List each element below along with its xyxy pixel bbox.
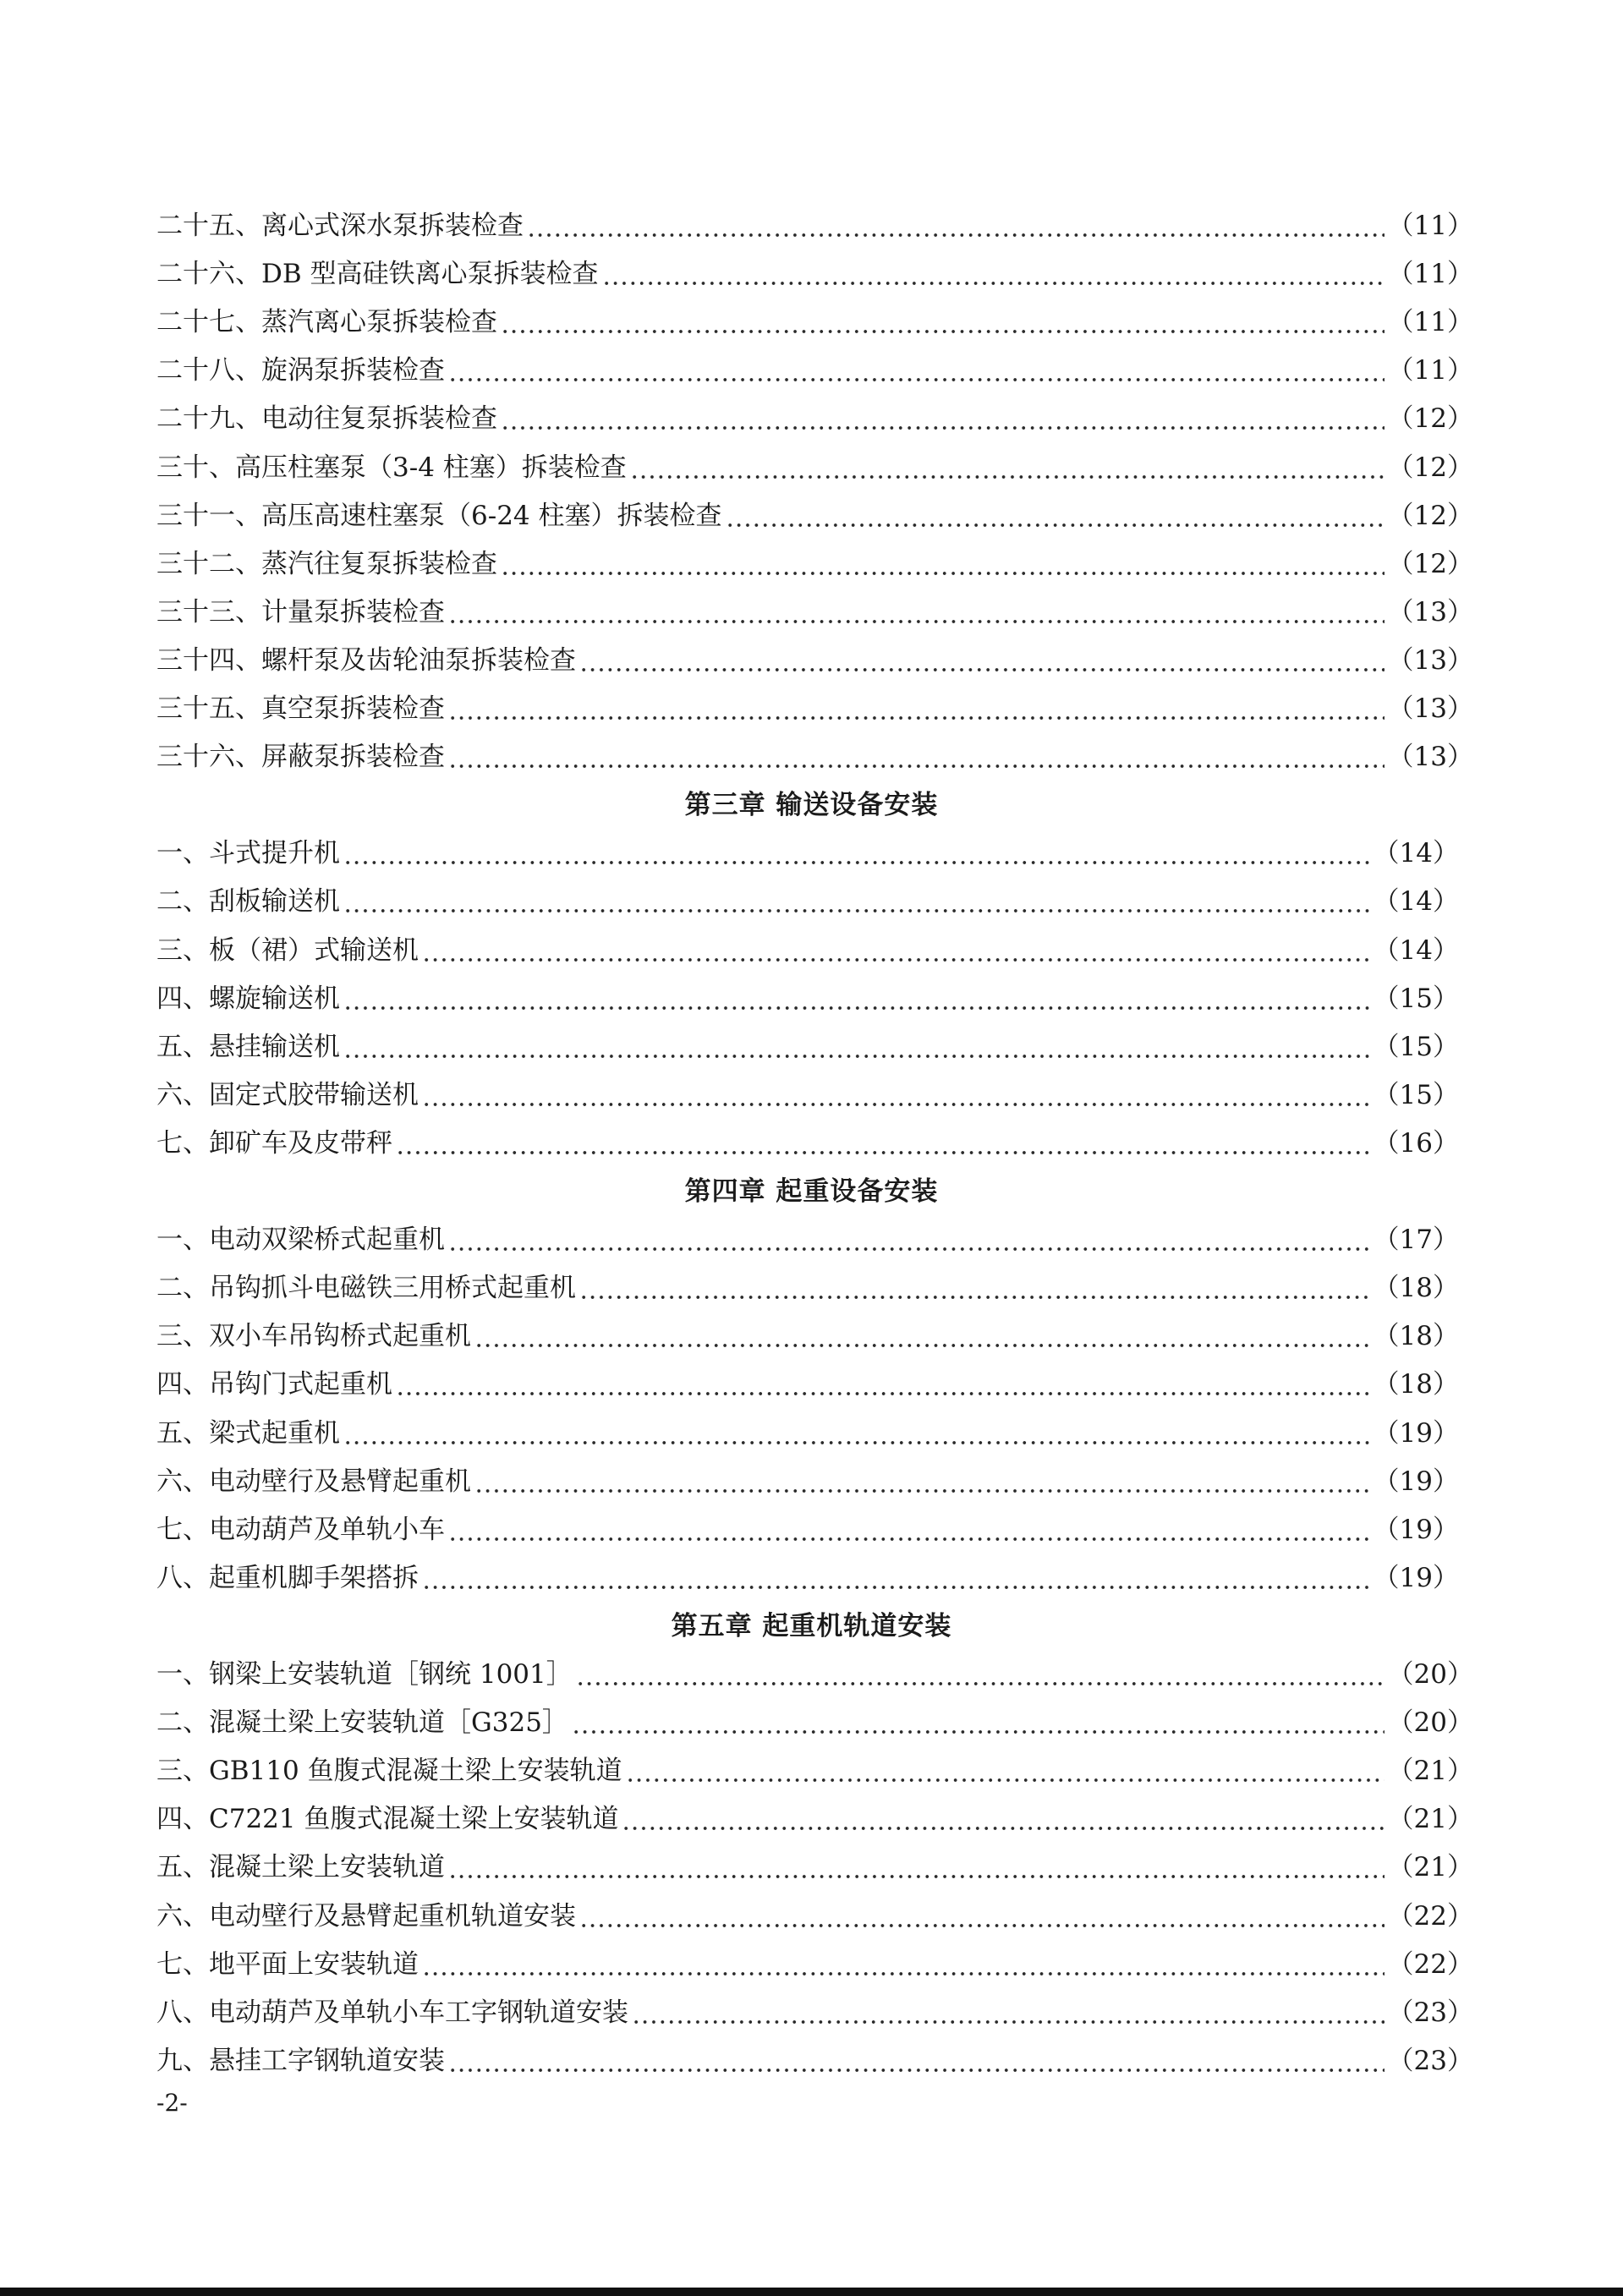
- toc-entry-page: （23）: [1387, 1997, 1473, 2028]
- toc-entry[interactable]: [156, 1559, 1459, 1597]
- toc-entry[interactable]: [156, 835, 1459, 872]
- dot-leader: [422, 1946, 1384, 1983]
- toc-entry[interactable]: [156, 1125, 1459, 1162]
- toc-entry[interactable]: [156, 2042, 1473, 2080]
- toc-entry-title: 二十七、蒸汽离心泵拆装检查: [156, 307, 497, 337]
- dot-leader: [632, 1994, 1384, 2031]
- toc-entry[interactable]: [156, 1656, 1473, 1693]
- toc-entry-page: （14）: [1373, 886, 1459, 917]
- toc-entry-page: （13）: [1387, 693, 1473, 724]
- toc-entry-title: 六、电动壁行及悬臂起重机轨道安装: [156, 1901, 576, 1932]
- toc-entry-page: （19）: [1373, 1563, 1459, 1593]
- toc-entry-title: 九、悬挂工字钢轨道安装: [156, 2046, 445, 2076]
- page-number: -2-: [156, 2089, 188, 2117]
- dot-leader: [343, 883, 1370, 920]
- toc-entry-page: （15）: [1373, 1032, 1459, 1062]
- toc-entry-page: （19）: [1373, 1466, 1459, 1497]
- toc-entry-title: 五、悬挂输送机: [156, 1032, 340, 1062]
- dot-leader: [501, 545, 1384, 583]
- toc-entry-title: 三、GB110 鱼腹式混凝土梁上安装轨道: [156, 1756, 622, 1786]
- toc-entry-title: 二十八、旋涡泵拆装检查: [156, 355, 445, 386]
- toc-entry-page: （12）: [1387, 452, 1473, 483]
- toc-entry[interactable]: [156, 1849, 1473, 1886]
- toc-entry[interactable]: [156, 883, 1459, 920]
- toc-entry[interactable]: [156, 545, 1473, 583]
- dot-leader: [579, 1898, 1384, 1935]
- toc-entry-page: （12）: [1387, 501, 1473, 531]
- toc-entry[interactable]: [156, 449, 1473, 486]
- toc-entry-page: （21）: [1387, 1852, 1473, 1882]
- dot-leader: [726, 497, 1384, 534]
- dot-leader: [579, 1269, 1370, 1307]
- dot-leader: [501, 304, 1384, 341]
- toc-entry-title: 六、电动壁行及悬臂起重机: [156, 1466, 471, 1497]
- toc-entry-page: （16）: [1373, 1128, 1459, 1159]
- toc-entry-title: 七、电动葫芦及单轨小车: [156, 1515, 445, 1545]
- toc-entry-title: 二十六、DB 型高硅铁离心泵拆装检查: [156, 259, 599, 289]
- dot-leader: [622, 1800, 1384, 1838]
- dot-leader: [448, 690, 1384, 727]
- toc-entry[interactable]: [156, 1415, 1459, 1452]
- toc-entry[interactable]: [156, 1318, 1459, 1355]
- toc-entry-page: （11）: [1387, 355, 1473, 386]
- dot-leader: [527, 207, 1384, 244]
- dot-leader: [474, 1463, 1370, 1500]
- dot-leader: [422, 932, 1370, 969]
- dot-leader: [343, 1415, 1370, 1452]
- toc-entry-page: （23）: [1387, 2046, 1473, 2076]
- toc-entry-page: （15）: [1373, 984, 1459, 1014]
- chapter-heading: 第三章 输送设备安装: [684, 790, 939, 820]
- toc-entry-title: 六、固定式胶带输送机: [156, 1080, 419, 1110]
- toc-entry-page: （12）: [1387, 549, 1473, 579]
- toc-entry-page: （14）: [1373, 838, 1459, 869]
- toc-entry[interactable]: [156, 1511, 1459, 1548]
- toc-entry-page: （18）: [1373, 1369, 1459, 1400]
- toc-entry-title: 三十四、螺杆泵及齿轮油泵拆装检查: [156, 645, 576, 676]
- toc-entry-page: （11）: [1387, 307, 1473, 337]
- toc-entry-title: 二十九、电动往复泵拆装检查: [156, 403, 497, 434]
- dot-leader: [448, 1511, 1370, 1548]
- dot-leader: [448, 2042, 1384, 2080]
- dot-leader: [602, 255, 1384, 293]
- toc-entry-page: （19）: [1373, 1515, 1459, 1545]
- toc-entry-title: 三十三、计量泵拆装检查: [156, 597, 445, 627]
- toc-entry-page: （18）: [1373, 1273, 1459, 1303]
- toc-entry-page: （21）: [1387, 1756, 1473, 1786]
- toc-entry-page: （11）: [1387, 211, 1473, 241]
- dot-leader: [630, 449, 1384, 486]
- dot-leader: [448, 738, 1384, 775]
- toc-entry-page: （15）: [1373, 1080, 1459, 1110]
- toc-entry[interactable]: [156, 1946, 1473, 1983]
- dot-leader: [579, 642, 1384, 679]
- toc-entry-page: （11）: [1387, 259, 1473, 289]
- toc-entry[interactable]: [156, 690, 1473, 727]
- toc-entry-title: 四、吊钩门式起重机: [156, 1369, 392, 1400]
- toc-entry-page: （22）: [1387, 1949, 1473, 1980]
- dot-leader: [448, 1221, 1370, 1258]
- chapter-heading: 第五章 起重机轨道安装: [671, 1611, 952, 1641]
- toc-entry[interactable]: [156, 497, 1473, 534]
- toc-entry[interactable]: [156, 594, 1473, 631]
- toc-entry-page: （13）: [1387, 597, 1473, 627]
- toc-entry[interactable]: [156, 1704, 1473, 1741]
- dot-leader: [626, 1752, 1384, 1789]
- toc-entry[interactable]: [156, 1077, 1459, 1114]
- toc-entry-title: 一、斗式提升机: [156, 838, 340, 869]
- toc-entry[interactable]: [156, 1221, 1459, 1258]
- toc-entry-title: 二十五、离心式深水泵拆装检查: [156, 211, 524, 241]
- toc-entry-title: 八、起重机脚手架搭拆: [156, 1563, 419, 1593]
- toc-entry-title: 三十、高压柱塞泵（3-4 柱塞）拆装检查: [156, 452, 627, 483]
- dot-leader: [343, 835, 1370, 872]
- toc-entry-page: （19）: [1373, 1418, 1459, 1449]
- toc-entry[interactable]: [156, 1994, 1473, 2031]
- toc-entry-title: 一、钢梁上安装轨道［钢统 1001］: [156, 1659, 573, 1690]
- toc-entry-page: （20）: [1387, 1659, 1473, 1690]
- toc-entry-title: 二、吊钩抓斗电磁铁三用桥式起重机: [156, 1273, 576, 1303]
- chapter-heading: 第四章 起重设备安装: [684, 1176, 939, 1207]
- toc-entry-page: （13）: [1387, 645, 1473, 676]
- toc-entry[interactable]: [156, 207, 1473, 244]
- dot-leader: [572, 1704, 1384, 1741]
- toc-entry-title: 三十二、蒸汽往复泵拆装检查: [156, 549, 497, 579]
- toc-entry-title: 五、混凝土梁上安装轨道: [156, 1852, 445, 1882]
- toc-entry-title: 八、电动葫芦及单轨小车工字钢轨道安装: [156, 1997, 628, 2028]
- toc-entry-title: 四、C7221 鱼腹式混凝土梁上安装轨道: [156, 1804, 619, 1834]
- toc-entry-title: 三十五、真空泵拆装检查: [156, 693, 445, 724]
- toc-entry-title: 四、螺旋输送机: [156, 984, 340, 1014]
- toc-entry-title: 三十一、高压高速柱塞泵（6-24 柱塞）拆装检查: [156, 501, 722, 531]
- toc-entry[interactable]: [156, 1752, 1473, 1789]
- toc-entry[interactable]: [156, 1463, 1459, 1500]
- toc-entry-title: 二、混凝土梁上安装轨道［G325］: [156, 1707, 568, 1738]
- toc-entry[interactable]: [156, 1028, 1459, 1066]
- toc-entry-title: 三、板（裙）式输送机: [156, 935, 419, 966]
- dot-leader: [448, 594, 1384, 631]
- dot-leader: [422, 1559, 1370, 1597]
- toc-entry-page: （13）: [1387, 742, 1473, 772]
- toc-entry[interactable]: [156, 1800, 1473, 1838]
- toc-entry-page: （22）: [1387, 1901, 1473, 1932]
- toc-entry-page: （20）: [1387, 1707, 1473, 1738]
- dot-leader: [422, 1077, 1370, 1114]
- dot-leader: [576, 1656, 1384, 1693]
- toc-entry[interactable]: [156, 1898, 1473, 1935]
- toc-entry[interactable]: [156, 255, 1473, 293]
- toc-entry[interactable]: [156, 400, 1473, 437]
- toc-entry-title: 一、电动双梁桥式起重机: [156, 1225, 445, 1255]
- toc-entry[interactable]: [156, 304, 1473, 341]
- toc-entry-title: 五、梁式起重机: [156, 1418, 340, 1449]
- toc-entry-page: （14）: [1373, 935, 1459, 966]
- dot-leader: [343, 980, 1370, 1017]
- toc-entry-title: 三、双小车吊钩桥式起重机: [156, 1321, 471, 1351]
- bottom-edge-bar: [0, 2288, 1623, 2296]
- toc-entry[interactable]: [156, 1366, 1459, 1403]
- toc-entry[interactable]: [156, 1269, 1459, 1307]
- toc-entry-title: 七、卸矿车及皮带秤: [156, 1128, 392, 1159]
- dot-leader: [396, 1125, 1370, 1162]
- dot-leader: [448, 1849, 1384, 1886]
- toc-entry-title: 七、地平面上安装轨道: [156, 1949, 419, 1980]
- toc-entry[interactable]: [156, 932, 1459, 969]
- dot-leader: [396, 1366, 1370, 1403]
- toc-entry-title: 二、刮板输送机: [156, 886, 340, 917]
- dot-leader: [448, 352, 1384, 389]
- toc-entry-page: （21）: [1387, 1804, 1473, 1834]
- dot-leader: [474, 1318, 1370, 1355]
- dot-leader: [343, 1028, 1370, 1066]
- toc-entry-title: 三十六、屏蔽泵拆装检查: [156, 742, 445, 772]
- toc-entry-page: （18）: [1373, 1321, 1459, 1351]
- toc-entry[interactable]: [156, 738, 1473, 775]
- dot-leader: [501, 400, 1384, 437]
- toc-entry-page: （12）: [1387, 403, 1473, 434]
- toc-entry[interactable]: [156, 642, 1473, 679]
- toc-entry-page: （17）: [1373, 1225, 1459, 1255]
- toc-entry[interactable]: [156, 352, 1473, 389]
- toc-entry[interactable]: [156, 980, 1459, 1017]
